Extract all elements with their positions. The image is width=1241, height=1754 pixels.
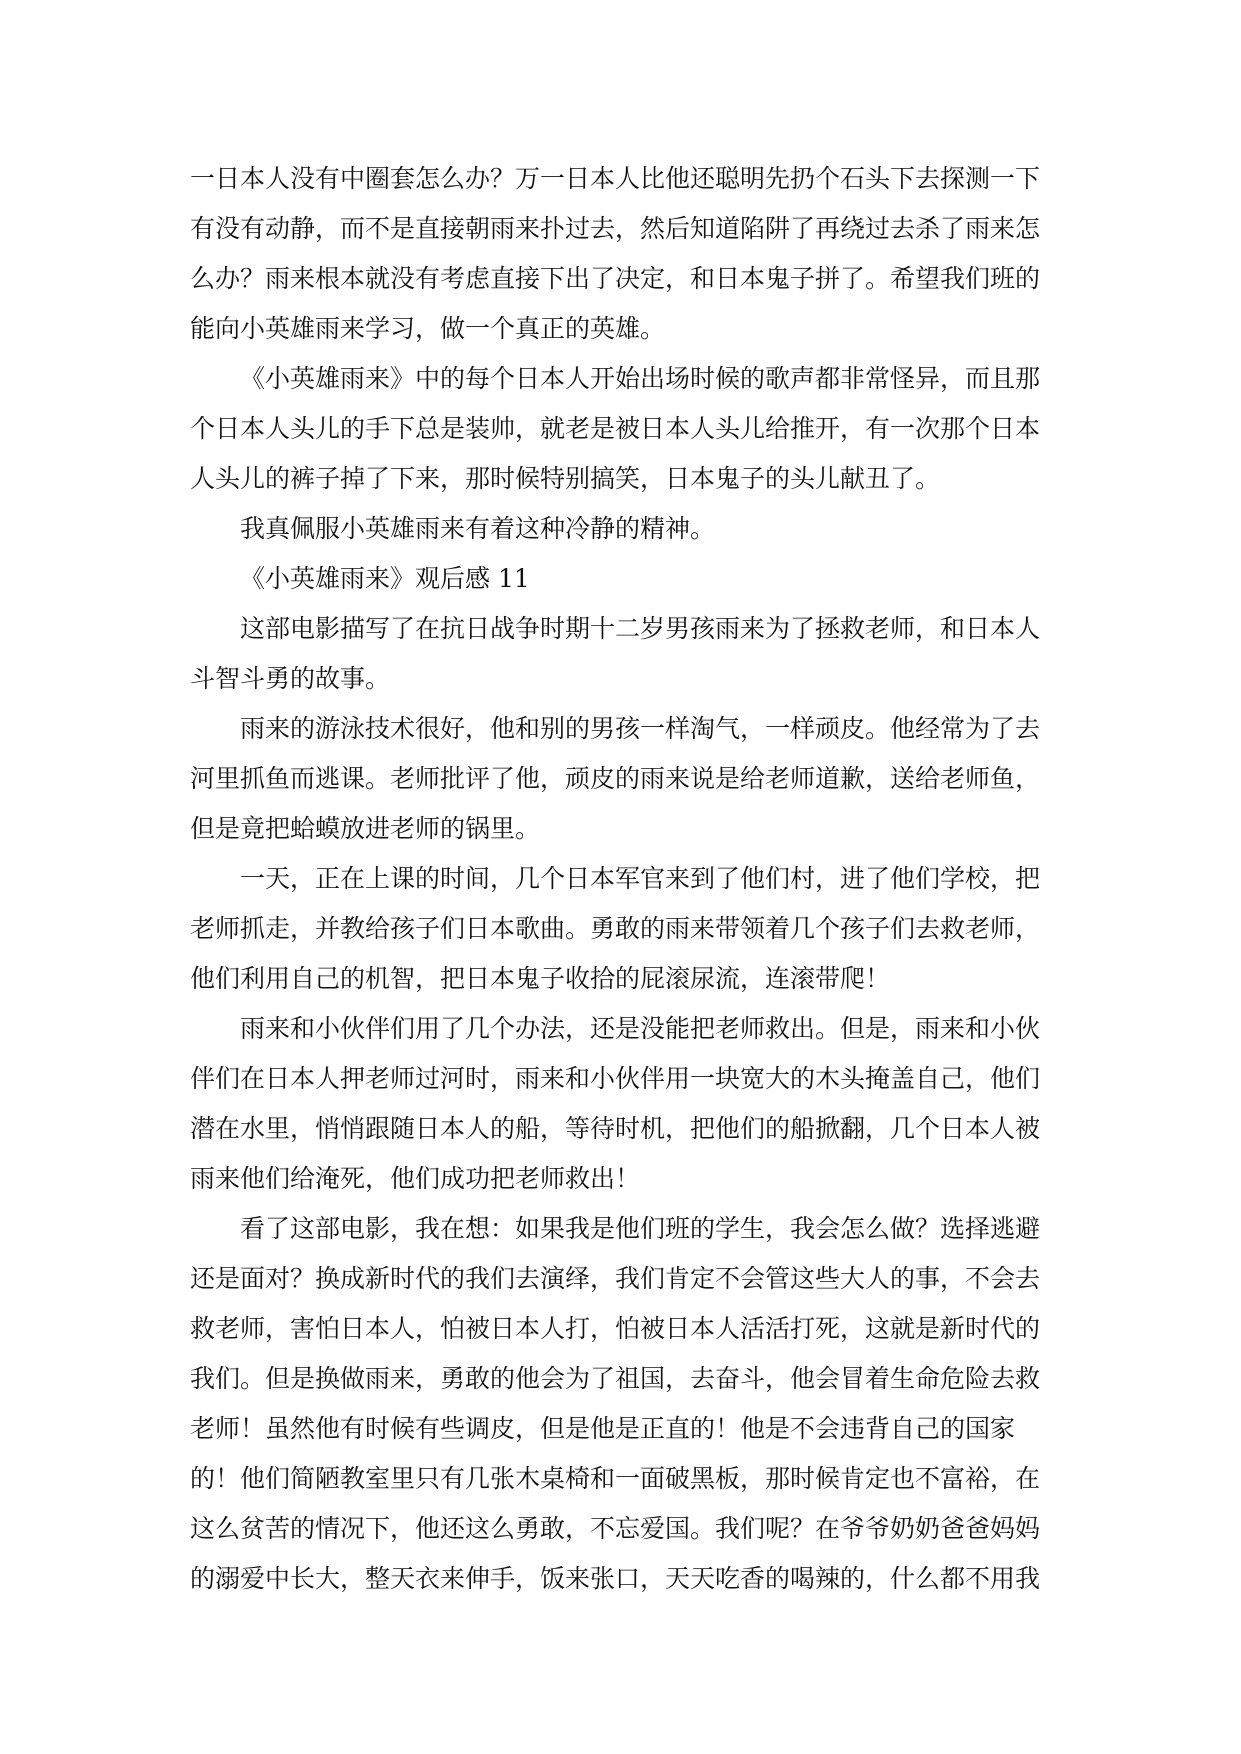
text-line: 这部电影描写了在抗日战争时期十二岁男孩雨来为了拯救老师，和日本人	[240, 614, 1041, 643]
text-line: 一天，正在上课的时间，几个日本军官来到了他们村，进了他们学校，把	[240, 864, 1041, 893]
text-line: 有没有动静，而不是直接朝雨来扑过去，然后知道陷阱了再绕过去杀了雨来怎	[190, 214, 1041, 243]
text-line: 的溺爱中长大，整天衣来伸手，饭来张口，天天吃香的喝辣的，什么都不用我	[190, 1564, 1041, 1593]
text-line: 人头儿的裤子掉了下来，那时候特别搞笑，日本鬼子的头儿献丑了。	[190, 464, 941, 493]
text-line: 河里抓鱼而逃课。老师批评了他，顽皮的雨来说是给老师道歉，送给老师鱼，	[190, 764, 1041, 793]
text-line: 老师抓走，并教给孩子们日本歌曲。勇敢的雨来带领着几个孩子们去救老师，	[190, 914, 1041, 943]
text-line: 看了这部电影，我在想：如果我是他们班的学生，我会怎么做？选择逃避	[240, 1214, 1041, 1243]
text-line: 么办？雨来根本就没有考虑直接下出了决定，和日本鬼子拼了。希望我们班的	[190, 264, 1041, 293]
text-line: 他们利用自己的机智，把日本鬼子收拾的屁滚尿流，连滚带爬！	[190, 964, 891, 993]
text-line: 这么贫苦的情况下，他还这么勇敢，不忘爱国。我们呢？在爷爷奶奶爸爸妈妈	[190, 1514, 1041, 1543]
text-line: 我真佩服小英雄雨来有着这种冷静的精神。	[240, 514, 716, 543]
text-line: 一日本人没有中圈套怎么办？万一日本人比他还聪明先扔个石头下去探测一下	[190, 164, 1041, 193]
text-line: 老师！虽然他有时候有些调皮，但是他是正直的！他是不会违背自己的国家	[190, 1414, 1016, 1443]
text-line: 我们。但是换做雨来，勇敢的他会为了祖国，去奋斗，他会冒着生命危险去救	[190, 1364, 1041, 1393]
document-body	[190, 154, 1040, 1604]
text-line: 《小英雄雨来》观后感 11	[240, 564, 530, 593]
text-line: 雨来的游泳技术很好，他和别的男孩一样淘气，一样顽皮。他经常为了去	[240, 714, 1041, 743]
text-line: 《小英雄雨来》中的每个日本人开始出场时候的歌声都非常怪异，而且那	[240, 364, 1041, 393]
text-line: 个日本人头儿的手下总是装帅，就老是被日本人头儿给推开，有一次那个日本	[190, 414, 1041, 443]
text-line: 雨来和小伙伴们用了几个办法，还是没能把老师救出。但是，雨来和小伙	[240, 1014, 1041, 1043]
text-line: 潜在水里，悄悄跟随日本人的船，等待时机，把他们的船掀翻，几个日本人被	[190, 1114, 1041, 1143]
text-line: 能向小英雄雨来学习，做一个真正的英雄。	[190, 314, 666, 343]
text-line: 斗智斗勇的故事。	[190, 664, 391, 693]
text-line: 救老师，害怕日本人，怕被日本人打，怕被日本人活活打死，这就是新时代的	[190, 1314, 1041, 1343]
text-line: 伴们在日本人押老师过河时，雨来和小伙伴用一块宽大的木头掩盖自己，他们	[190, 1064, 1041, 1093]
text-line: 还是面对？换成新时代的我们去演绎，我们肯定不会管这些大人的事，不会去	[190, 1264, 1041, 1293]
text-line: 的！他们简陋教室里只有几张木桌椅和一面破黑板，那时候肯定也不富裕，在	[190, 1464, 1041, 1493]
text-line: 雨来他们给淹死，他们成功把老师救出！	[190, 1164, 641, 1193]
text-line: 但是竟把蛤蟆放进老师的锅里。	[190, 814, 541, 843]
